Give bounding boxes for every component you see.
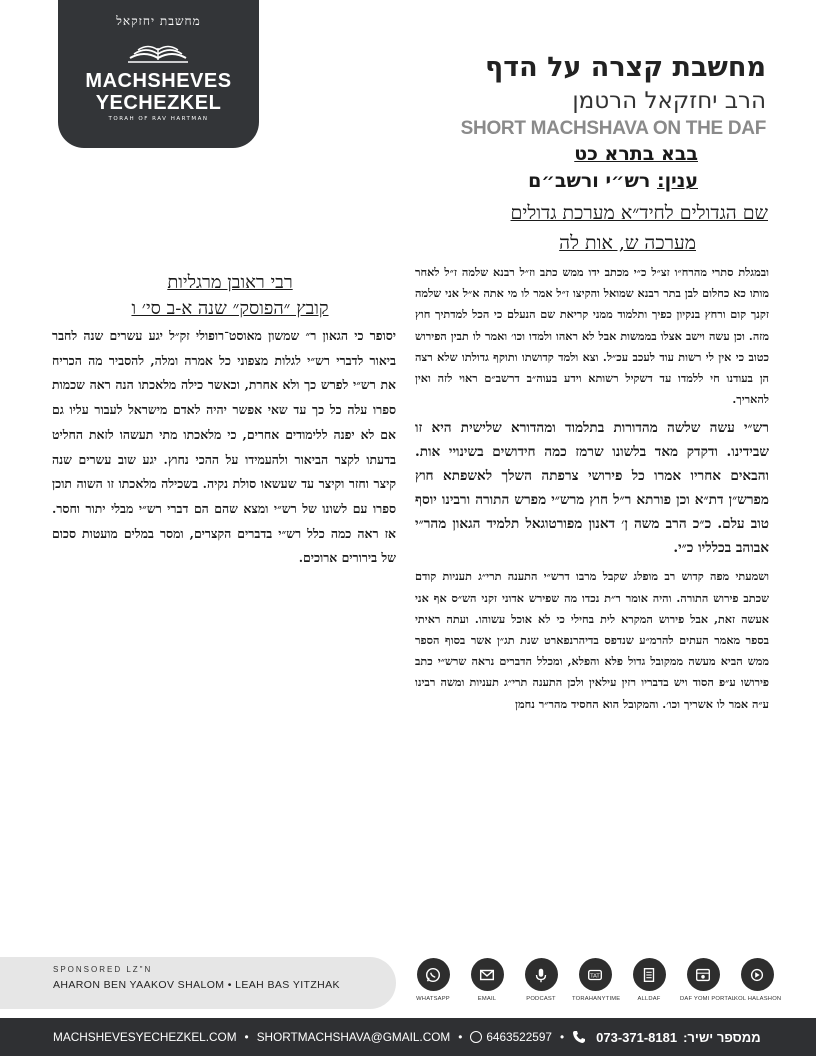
separator-dot: • xyxy=(458,1030,463,1044)
dafyomi-portal-link[interactable] xyxy=(680,958,736,1008)
topic-text: רש״י ורשב״ם xyxy=(528,170,651,192)
left-column-text: יסופר כי הגאון ר״ שמשון מאוסט־רופולי זק״ל יגע עשרים שנה לחבר ביאור לדברי רש״י לגלות מצפוני כל אמרה ומלה, להסביר מה הכריח את רש״י לפרש כך ולא אחרת, וכאשר כילה מלאכתו הנה ראה שכמות ספרו עלה כל כך עד שאי אפשר יהיה לאדם מישראל לעבור עליו גם אם לא יפנה ללימודים אחרים, כי מלאכתו מתי תעשהו לזאת החליט בדעתו לקצר הביאור ולהעמידו על ההכי נחוץ. יגע שוב עשרים שנה קיצר וחזר וקיצר עד שעשאו סולת נקיה. בשכילה מלאכתו זו השוה תוכן ספרו עם לשונו של רש״י ומצא שהם הם דברי רש״י מבלי יתור וחסר. אז ראה כמה כלל רש״י בדברים הקצרים, ומסר במלים מועטות סכום של בירורים ארוכים. xyxy=(52,328,396,566)
torahanytime-icon xyxy=(586,966,604,984)
logo-badge xyxy=(58,0,259,148)
masechta-heading: בבא בתרא כט xyxy=(574,143,698,165)
contact-bar xyxy=(0,1018,816,1056)
source-line-1: שם הגדולים לחיד״א מערכת גדולים xyxy=(510,202,768,224)
whatsapp-number[interactable] xyxy=(470,1030,552,1044)
right-paragraph-2: רש״י עשה שלשה מהדורות בתלמוד ומהדורא שלישית היא זו שבידינו. ודקדק מאד בלשונו שרמז כמה חידושים בשינויי אות. והבאים אחריו אמרו כל פירושי צרפתה השלך לאשפתא חוץ מפרש״ן דת״א וכן פורתא ר״ל חוץ מרש״י מפרש התורה ורבינו יוסף טוב עלם. כ״כ הרב משה ן׳ דאנון מפורטוגאל תלמיד הגאון מהר״י אבוהב בכלליו כ״י. xyxy=(415,420,769,557)
kol-halashon-link[interactable] xyxy=(734,958,780,1008)
page-title: מחשבת קצרה על הדף xyxy=(485,52,766,83)
direct-phone-number[interactable]: 073-371-8181 xyxy=(596,1029,678,1045)
source-line-2: מערכה ש, אות לה xyxy=(559,232,696,254)
dafyomi-portal-label: DAF YOMI PORTAL xyxy=(680,996,736,1002)
logo-line1: MACHSHEVES xyxy=(85,70,232,92)
whatsapp-label: WHATSAPP xyxy=(416,996,450,1002)
podcast-label: PODCAST xyxy=(526,996,556,1002)
logo-line2: YECHEZKEL xyxy=(95,92,222,114)
phone-handset-icon xyxy=(572,1030,586,1044)
logo-hebrew: מחשבת יחזקאל xyxy=(116,14,201,28)
alldaf-label: ALLDAF xyxy=(637,996,661,1002)
whatsapp-link[interactable] xyxy=(410,958,456,1008)
whatsapp-icon xyxy=(424,966,442,984)
sponsor-box xyxy=(0,957,396,1009)
logo-tagline: TORAH OF RAV HARTMAN xyxy=(108,116,209,122)
dafyomi-portal-icon xyxy=(694,966,712,984)
topic-label: ענין: xyxy=(657,170,698,192)
torahanytime-label: TORAHANYTIME xyxy=(572,996,621,1002)
separator-dot: • xyxy=(244,1030,249,1044)
separator-dot: • xyxy=(559,1030,565,1044)
alldaf-icon xyxy=(640,966,658,984)
podcast-link[interactable] xyxy=(518,958,564,1008)
direct-phone-label: ממספר ישיר: xyxy=(683,1029,761,1045)
topic-heading xyxy=(528,170,698,192)
kol-halashon-label: KOL HALASHON xyxy=(734,996,782,1002)
website-link[interactable]: MACHSHEVESYECHEZKEL.COM xyxy=(53,1030,237,1044)
email-icon xyxy=(478,966,496,984)
email-address-link[interactable]: SHORTMACHSHAVA@GMAIL.COM xyxy=(256,1030,451,1044)
whatsapp-number-text: 6463522597 xyxy=(486,1030,552,1044)
link-icons xyxy=(410,958,780,1008)
author-name: הרב יחזקאל הרטמן xyxy=(572,88,766,114)
right-paragraph-3: ושמעתי מפה קדוש רב מופלג שקבל מרבו דרש״י התענה תרי״ג תעניות קודם שכתב פירוש התורה. והיה אומר ר״ת נכדו מה שפירש אדוני זקני הש״ס אף אני אעשה זאת, אבל פירוש המקרא לית בחילי כי לא אוכל עשוהו. ועתה ראיתי בספר מאמר העתים להרמ״ע שנדפס בדיהרנפארט שנת תג״ן אשר בסוף הספר ממש הביא מעשה ממקובל גדול פלא והפלא, ומכלל הדברים נראה שרש״י כתב פירושו ע״פ הסוד ויש בדבריו רזין עילאין ולכן התענה תרי״ג תעניות ומשה רבינו ע״ה אמר לו אשריך וכו׳. והמקובל הוא החסיד מהר״ר נחמן xyxy=(415,569,769,711)
email-link[interactable] xyxy=(464,958,510,1008)
right-paragraph-1: ובמגלת סתרי מהרח״ו זצ״ל כ״י מכתב ידו ממש כתב וז״ל רבנא שלמה ז״ל לאחר מותו כא כחלום לבן בתר רבנא שמואל והקיצו ז״ל אמר לו מי אתה א״ל אני שלמה זקנך קום ורחץ בנקיון כפיך ותלמוד ממני קריאת שם הנעלם כי הכל למדתיך חוץ מזה. וכן עשה וישב אצלו בממשות אבל לא ראהו ולמדו וכו׳ ואמר לו תבין הפירוש כטוב כי אין לי רשות עוד לעכב עכ״ל. וצא ולמד קדושתו ותוקף גדולתו שלא רצה הן בעודנו חי ללמדו עד דשקיל רשותא וידע בעוה״ב דרשב״ם ראוי לזה ואין להאריך. xyxy=(415,265,769,407)
left-heading-source: קובץ ״הפוסק״ שנה א-ב סי׳ ו xyxy=(131,298,329,319)
podcast-icon xyxy=(532,966,550,984)
open-book-icon xyxy=(126,36,190,66)
sponsor-names: AHARON BEN YAAKOV SHALOM • LEAH BAS YITZHAK xyxy=(53,979,340,991)
left-heading-author: רבי ראובן מרגליות xyxy=(167,272,293,293)
svg-text:TAT: TAT xyxy=(590,973,600,980)
torahanytime-link[interactable] xyxy=(572,958,621,1008)
kol-halashon-icon xyxy=(748,966,766,984)
phone-icon xyxy=(470,1031,482,1043)
alldaf-link[interactable] xyxy=(626,958,672,1008)
sponsor-label: SPONSORED LZ"N xyxy=(53,965,153,974)
right-column xyxy=(415,262,769,952)
english-title: SHORT MACHSHAVA ON THE DAF xyxy=(460,118,766,139)
email-label: EMAIL xyxy=(477,996,497,1002)
